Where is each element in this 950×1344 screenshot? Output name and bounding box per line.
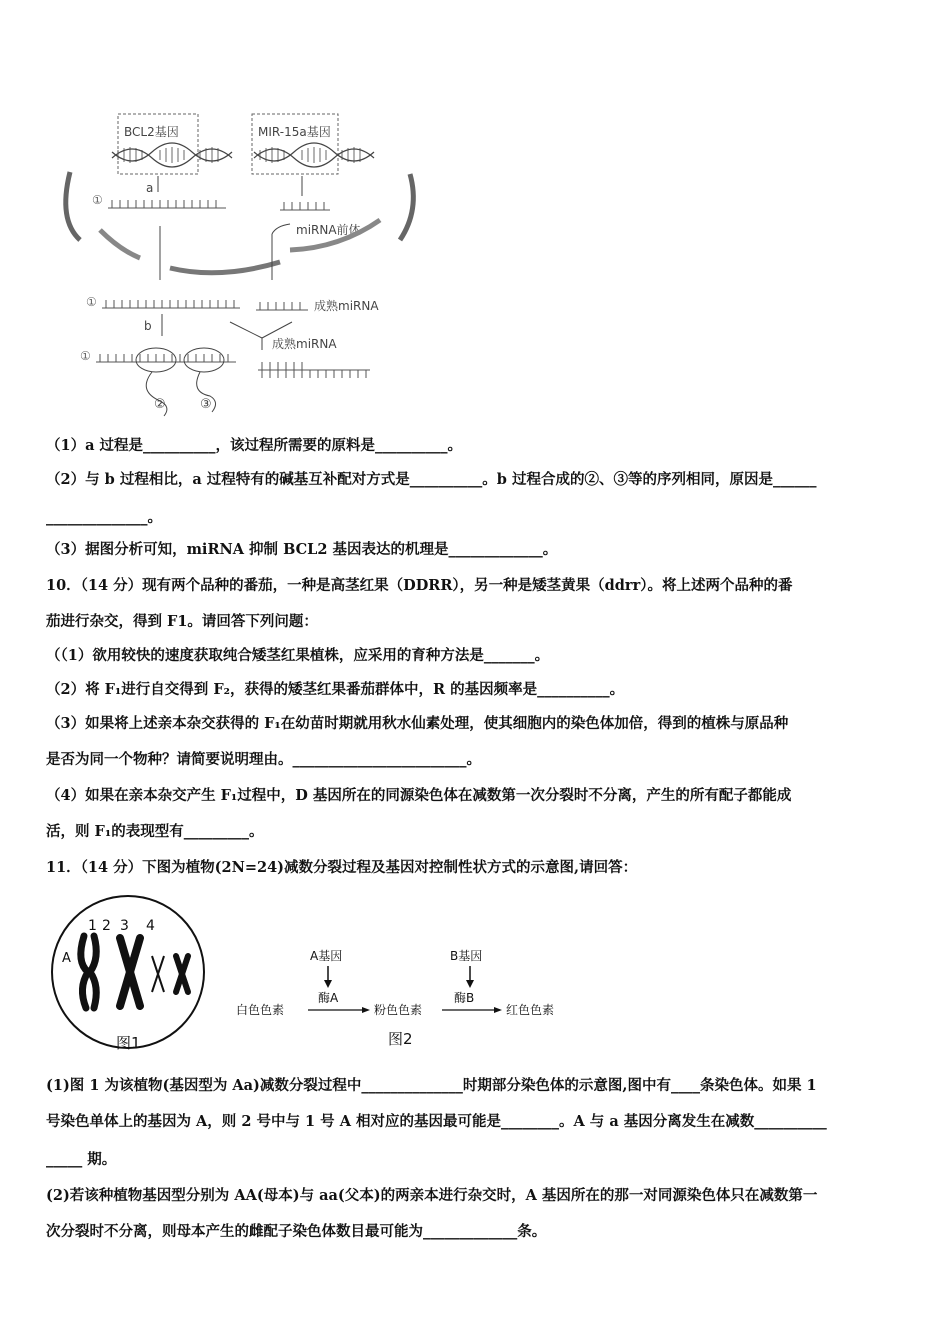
dna-helix-icon: [112, 143, 232, 167]
mirna-precursor-label: miRNA前体: [296, 223, 361, 237]
q11-part2-line1: (2)若该种植物基因型分别为 AA(母本)与 aa(父本)的两亲本进行杂交时，A 基因所在的那一对同源染色体只在减数第一: [46, 1187, 818, 1204]
mature-mirna: [256, 302, 308, 310]
q11-part1-line2: 号染色单体上的基因为 A，则 2 号中与 1 号 A 相对应的基因最可能是________。A 与 a 基因分离发生在减数__________: [46, 1113, 827, 1130]
circle-3-label: ③: [200, 397, 212, 412]
mir-gene-box: [252, 114, 338, 174]
process-a-label: a: [146, 181, 154, 195]
chromosome-number-2: 2: [102, 918, 111, 934]
chromosome-icon: [120, 938, 140, 1006]
pigment-white: 白色色素: [236, 1003, 285, 1017]
gene-a-label: A基因: [310, 949, 343, 963]
q9-part1: （1）a 过程是__________，该过程所需要的原料是__________。: [46, 437, 463, 454]
allele-label: A: [62, 951, 71, 966]
q11-part2-line2: 次分裂时不分离，则母本产生的雌配子染色体数目最可能为_____________条。: [46, 1223, 547, 1240]
bcl2-gene-label: BCL2基因: [124, 125, 179, 139]
q10-part1: （（1）欲用较快的速度获取纯合矮茎红果植株，应采用的育种方法是_______。: [46, 647, 550, 664]
q10-stem-line1: 10．（14 分）现有两个品种的番茄，一种是高茎红果（DDRR），另一种是矮茎黄果（ddrr）。将上述两个品种的番: [46, 577, 793, 594]
q10-part4-line2: 活，则 F₁的表现型有_________。: [46, 823, 264, 840]
q11-part1-line3: _____ 期。: [46, 1151, 117, 1168]
q10-stem-line2: 茄进行杂交，得到 F1。请回答下列问题：: [46, 613, 318, 630]
circle-1-label: ①: [80, 349, 91, 363]
chromosome-number-3: 3: [120, 918, 129, 934]
enzyme-b-label: 酶B: [454, 991, 475, 1005]
mature-mirna-label-1: 成熟miRNA: [314, 299, 379, 313]
pigment-pink: 粉色色素: [374, 1003, 423, 1017]
q10-part3-line2: 是否为同一个物种？请简要说明理由。________________________。: [46, 751, 481, 768]
mrna-strand: [102, 300, 240, 308]
gene-b-label: B基因: [450, 949, 483, 963]
q11-stem: 11．（14 分）下图为植物(2N=24)减数分裂过程及基因对控制性状方式的示意图,请回答：: [46, 859, 638, 876]
q9-part3: （3）据图分析可知，miRNA 抑制 BCL2 基因表达的机理是_____________。: [46, 541, 558, 558]
q9-part2-line1: （2）与 b 过程相比，a 过程特有的碱基互补配对方式是__________。b 过程合成的②、③等的序列相同，原因是______: [46, 471, 817, 488]
mrna-strand: [108, 200, 226, 208]
q10-part3-line1: （3）如果将上述亲本杂交获得的 F₁在幼苗时期就用秋水仙素处理，使其细胞内的染色体加倍，得到的植株与原品种: [46, 715, 789, 732]
pigment-red: 红色色素: [506, 1003, 555, 1017]
figure-2-caption: 图2: [388, 1030, 413, 1048]
q10-part4-line1: （4）如果在亲本杂交产生 F₁过程中，D 基因所在的同源染色体在减数第一次分裂时不分离，产生的所有配子都能成: [46, 787, 792, 804]
dna-helix-icon: [254, 143, 374, 167]
q9-part2-line2: ______________。: [46, 509, 162, 526]
bcl2-gene-box: [118, 114, 198, 174]
mirna-binding: [258, 362, 370, 378]
mir-gene-label: MIR-15a基因: [258, 125, 331, 139]
q11-part1-line1: (1)图 1 为该植物(基因型为 Aa)减数分裂过程中______________时期部分染色体的示意图,图中有____条染色体。如果 1: [46, 1077, 817, 1094]
mirna-precursor: [280, 202, 330, 210]
circle-2-label: ②: [154, 397, 166, 412]
circle-1-label: ①: [92, 193, 103, 207]
chromosome-icon: [152, 956, 164, 992]
figure-1-caption: 图1: [116, 1034, 141, 1052]
mirna-diagram: [40, 100, 440, 420]
chromosome-icon: [176, 956, 188, 992]
chromosome-number-1: 1: [88, 918, 97, 934]
process-b-label: b: [144, 319, 152, 333]
enzyme-a-label: 酶A: [318, 991, 339, 1005]
mrna-strand: [96, 354, 236, 362]
mature-mirna-label-2: 成熟miRNA: [272, 337, 337, 351]
chromosome-icon: [81, 936, 96, 1008]
q10-part2: （2）将 F₁进行自交得到 F₂，获得的矮茎红果番茄群体中，R 的基因频率是__________。: [46, 681, 625, 698]
circle-1-label: ①: [86, 295, 97, 309]
chromosome-number-4: 4: [146, 918, 155, 934]
